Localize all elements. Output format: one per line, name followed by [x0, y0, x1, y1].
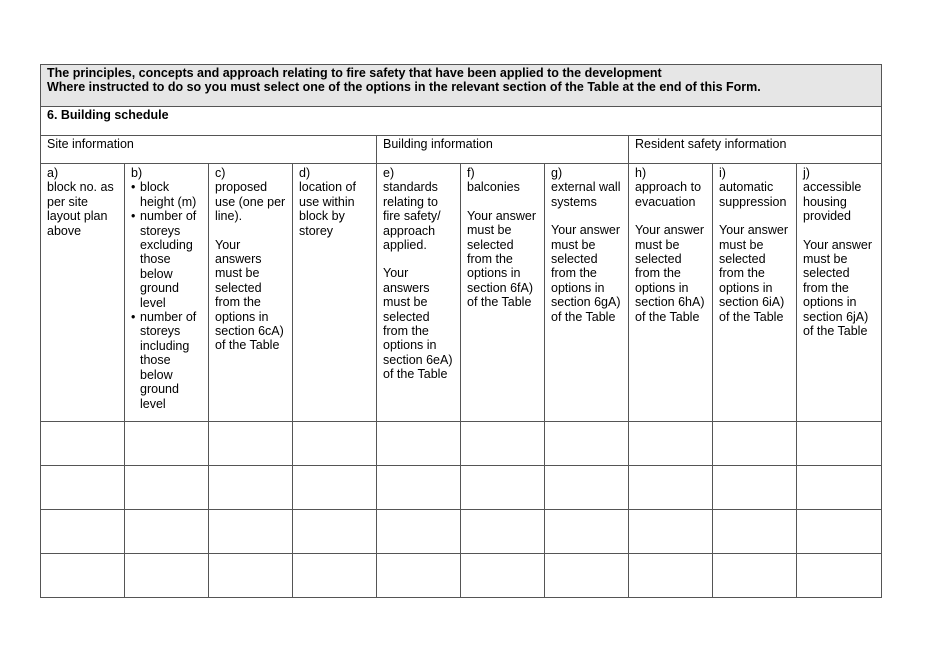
col-g-letter: g)	[551, 166, 563, 180]
table-cell[interactable]	[293, 554, 377, 598]
table-cell[interactable]	[209, 510, 293, 554]
table-cell[interactable]	[293, 422, 377, 466]
table-cell[interactable]	[125, 554, 209, 598]
intro-line-1: The principles, concepts and approach relating to fire safety that have been applied to the development	[47, 66, 662, 80]
col-d-label: location of use within block by storey	[299, 180, 356, 238]
col-d-letter: d)	[299, 166, 311, 180]
table-cell[interactable]	[125, 510, 209, 554]
table-cell[interactable]	[377, 510, 461, 554]
table-cell[interactable]	[629, 466, 713, 510]
group-building-information: Building information	[377, 136, 629, 164]
table-cell[interactable]	[797, 510, 882, 554]
col-e-note: Your answers must be selected from the options in section 6eA) of the Table	[383, 266, 453, 382]
table-cell[interactable]	[377, 466, 461, 510]
col-a-label: block no. as per site layout plan above	[47, 180, 114, 238]
col-j-letter: j)	[803, 166, 810, 180]
col-e-label: standards relating to fire safety/ approach applied.	[383, 180, 441, 253]
col-d-header	[293, 164, 377, 422]
col-h-header	[629, 164, 713, 422]
col-a-letter: a)	[47, 166, 59, 180]
col-c-letter: c)	[215, 166, 226, 180]
col-e-header	[377, 164, 461, 422]
table-cell[interactable]	[461, 554, 545, 598]
table-row	[41, 422, 882, 466]
table-cell[interactable]	[209, 422, 293, 466]
table-cell[interactable]	[293, 466, 377, 510]
col-j-note: Your answer must be selected from the options in section 6jA) of the Table	[803, 237, 873, 339]
table-cell[interactable]	[545, 466, 629, 510]
table-row	[41, 554, 882, 598]
col-h-note: Your answer must be selected from the options in section 6hA) of the Table	[635, 223, 705, 324]
col-g-header	[545, 164, 629, 422]
intro-line-2: Where instructed to do so you must select one of the options in the relevant section of the Table at the end of this Form.	[47, 80, 761, 95]
col-b-letter: b)	[131, 166, 143, 180]
col-i-note: Your answer must be selected from the options in section 6iA) of the Table	[719, 223, 789, 324]
col-g-label: external wall systems	[551, 180, 621, 209]
table-cell[interactable]	[125, 466, 209, 510]
group-site-information: Site information	[41, 136, 377, 164]
col-f-label: balconies	[467, 180, 520, 195]
col-j-label: accessible housing provided	[803, 180, 862, 224]
col-i-letter: i)	[719, 166, 726, 180]
table-cell[interactable]	[545, 554, 629, 598]
table-cell[interactable]	[461, 466, 545, 510]
col-b-bullet-storeys-including: • number of storeys including those below ground level	[131, 310, 202, 411]
table-cell[interactable]	[377, 422, 461, 466]
col-e-letter: e)	[383, 166, 395, 180]
col-f-note: Your answer must be selected from the options in section 6fA) of the Table	[467, 208, 537, 310]
col-f-letter: f)	[467, 166, 475, 180]
col-b-header	[125, 164, 209, 422]
table-cell[interactable]	[209, 554, 293, 598]
col-b-bullet-list	[131, 180, 202, 411]
table-cell[interactable]	[629, 554, 713, 598]
building-schedule-table	[40, 64, 882, 598]
table-cell[interactable]	[377, 554, 461, 598]
table-cell[interactable]	[797, 466, 882, 510]
table-cell[interactable]	[209, 466, 293, 510]
table-row	[41, 466, 882, 510]
table-cell[interactable]	[41, 422, 125, 466]
table-cell[interactable]	[545, 510, 629, 554]
table-cell[interactable]	[713, 422, 797, 466]
table-cell[interactable]	[293, 510, 377, 554]
table-cell[interactable]	[713, 510, 797, 554]
table-cell[interactable]	[461, 422, 545, 466]
col-i-header	[713, 164, 797, 422]
section-title: 6. Building schedule	[41, 107, 882, 136]
table-cell[interactable]	[797, 554, 882, 598]
intro-banner	[41, 65, 882, 107]
col-c-label: proposed use (one per line).	[215, 180, 286, 224]
table-cell[interactable]	[713, 466, 797, 510]
col-f-header	[461, 164, 545, 422]
table-cell[interactable]	[41, 510, 125, 554]
col-h-letter: h)	[635, 166, 647, 180]
col-c-header	[209, 164, 293, 422]
table-cell[interactable]	[41, 554, 125, 598]
table-cell[interactable]	[545, 422, 629, 466]
group-resident-safety-information: Resident safety information	[629, 136, 882, 164]
col-j-header	[797, 164, 882, 422]
col-i-label: automatic suppression	[719, 180, 787, 209]
col-b-bullet-storeys-excluding: • number of storeys excluding those below ground level	[131, 209, 202, 310]
table-cell[interactable]	[41, 466, 125, 510]
table-cell[interactable]	[629, 422, 713, 466]
col-a-header	[41, 164, 125, 422]
table-cell[interactable]	[125, 422, 209, 466]
table-cell[interactable]	[713, 554, 797, 598]
col-h-label: approach to evacuation	[635, 180, 702, 209]
table-cell[interactable]	[629, 510, 713, 554]
col-g-note: Your answer must be selected from the options in section 6gA) of the Table	[551, 223, 621, 324]
col-c-note: Your answers must be selected from the options in section 6cA) of the Table	[215, 237, 284, 353]
table-cell[interactable]	[797, 422, 882, 466]
table-row	[41, 510, 882, 554]
col-b-bullet-height: • block height (m)	[131, 180, 202, 209]
table-cell[interactable]	[461, 510, 545, 554]
